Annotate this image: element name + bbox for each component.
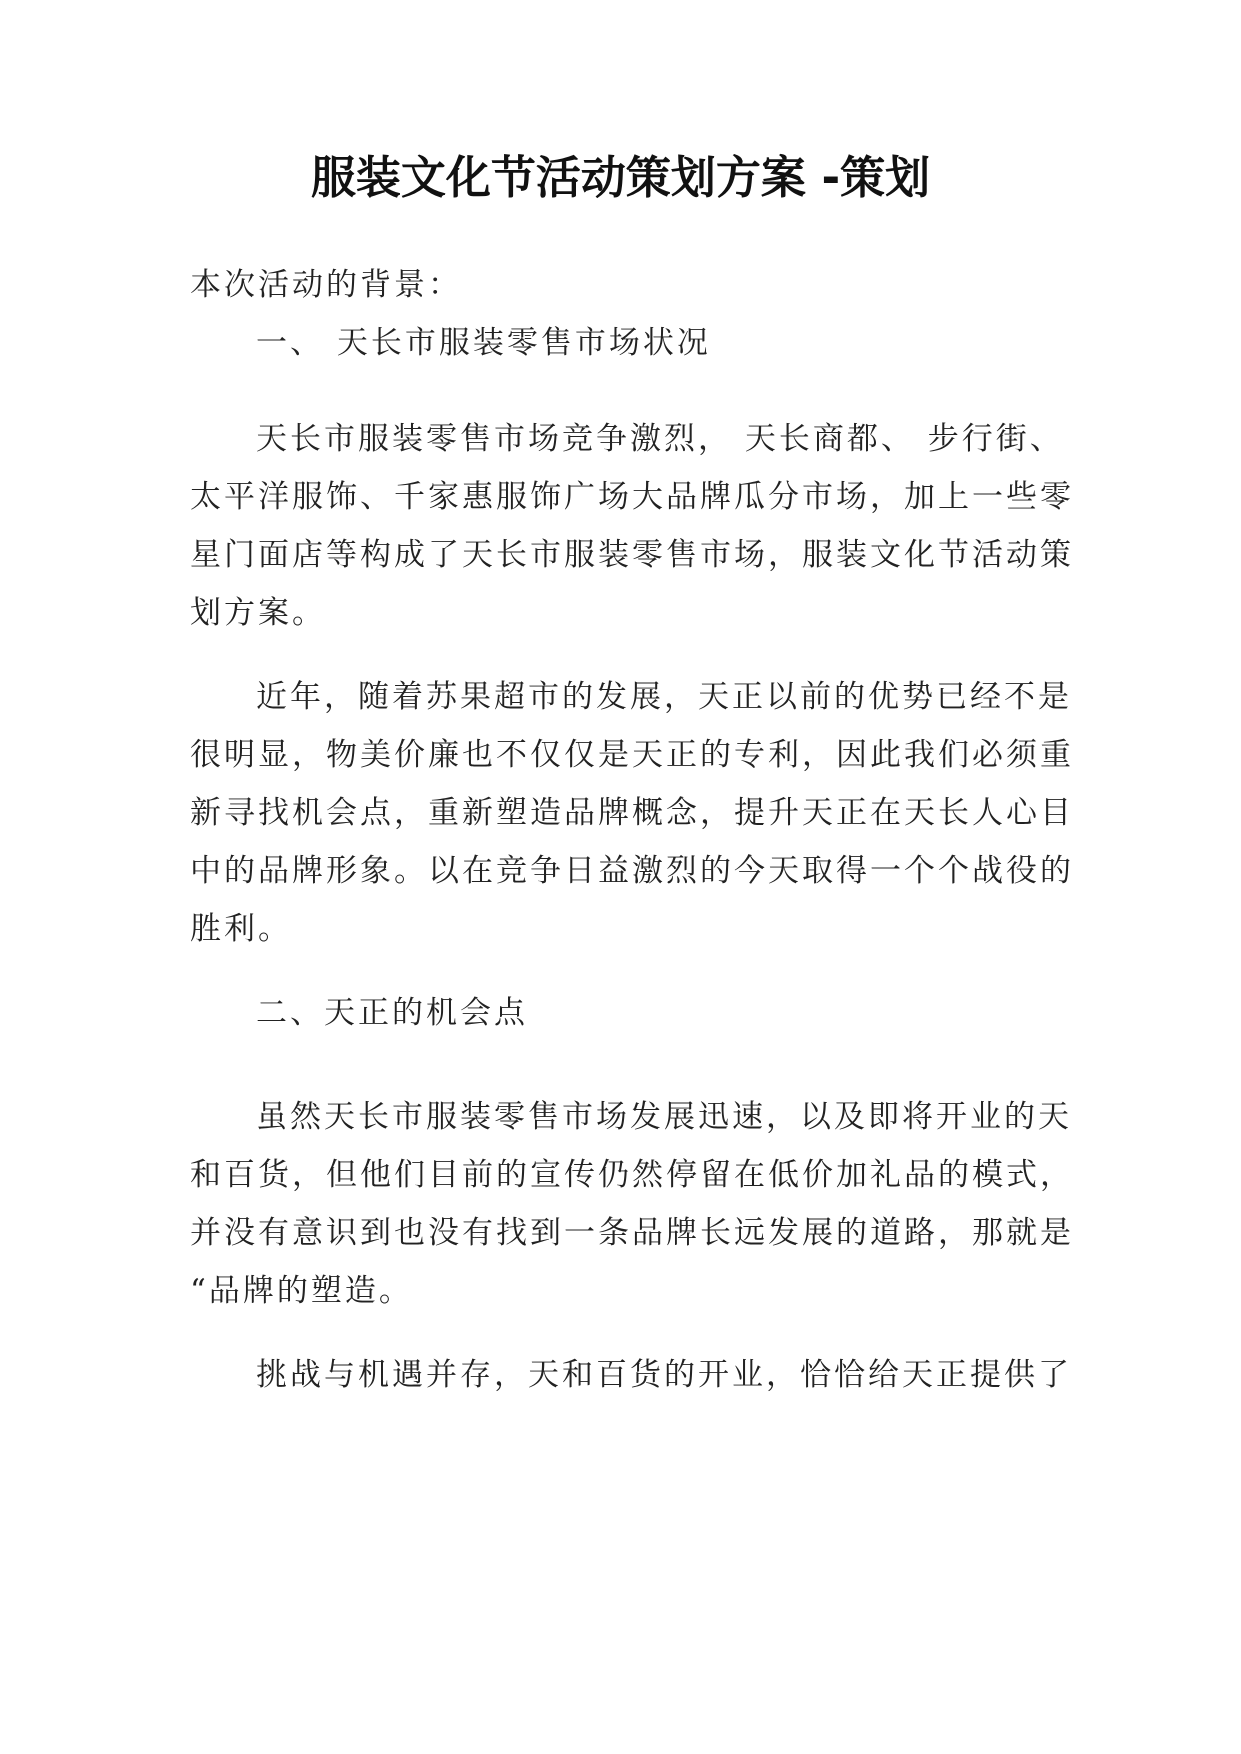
- paragraph-line: 和百货，但他们目前的宣传仍然停留在低价加礼品的模式，: [190, 1157, 1074, 1193]
- paragraph-line: 挑战与机遇并存，天和百货的开业，恰恰给天正提供了: [256, 1357, 1072, 1393]
- paragraph-line: 太平洋服饰、千家惠服饰广场大品牌瓜分市场，加上一些零: [190, 479, 1074, 515]
- paragraph-line: 天长市服装零售市场竞争激烈， 天长商都、 步行街、: [256, 421, 1064, 457]
- paragraph-line: “品牌的塑造。: [190, 1273, 413, 1309]
- section2-heading: 二、天正的机会点: [256, 995, 528, 1031]
- paragraph-line: 胜利。: [190, 911, 292, 947]
- paragraph-line: 星门面店等构成了天长市服装零售市场，服装文化节活动策: [190, 537, 1074, 573]
- paragraph-3: [190, 1088, 1074, 1320]
- paragraph-line: 近年，随着苏果超市的发展，天正以前的优势已经不是: [256, 679, 1072, 715]
- paragraph-1: [190, 410, 1074, 642]
- paragraph-line: 划方案。: [190, 595, 326, 631]
- paragraph-line: 很明显，物美价廉也不仅仅是天正的专利，因此我们必须重: [190, 737, 1074, 773]
- section2-heading-block: [190, 984, 1070, 1042]
- paragraph-line: 并没有意识到也没有找到一条品牌长远发展的道路，那就是: [190, 1215, 1074, 1251]
- paragraph-2: [190, 668, 1074, 958]
- document-title: 服装文化节活动策划方案 -策划: [310, 151, 931, 204]
- paragraph-4: [190, 1346, 1070, 1404]
- background-label: 本次活动的背景：: [190, 267, 462, 303]
- paragraph-line: 虽然天长市服装零售市场发展迅速，以及即将开业的天: [256, 1099, 1072, 1135]
- section1-heading: 一、 天长市服装零售市场状况: [256, 325, 711, 361]
- paragraph-line: 中的品牌形象。以在竞争日益激烈的今天取得一个个战役的: [190, 853, 1074, 889]
- background-label-block: [190, 256, 1070, 372]
- paragraph-line: 新寻找机会点，重新塑造品牌概念，提升天正在天长人心目: [190, 795, 1074, 831]
